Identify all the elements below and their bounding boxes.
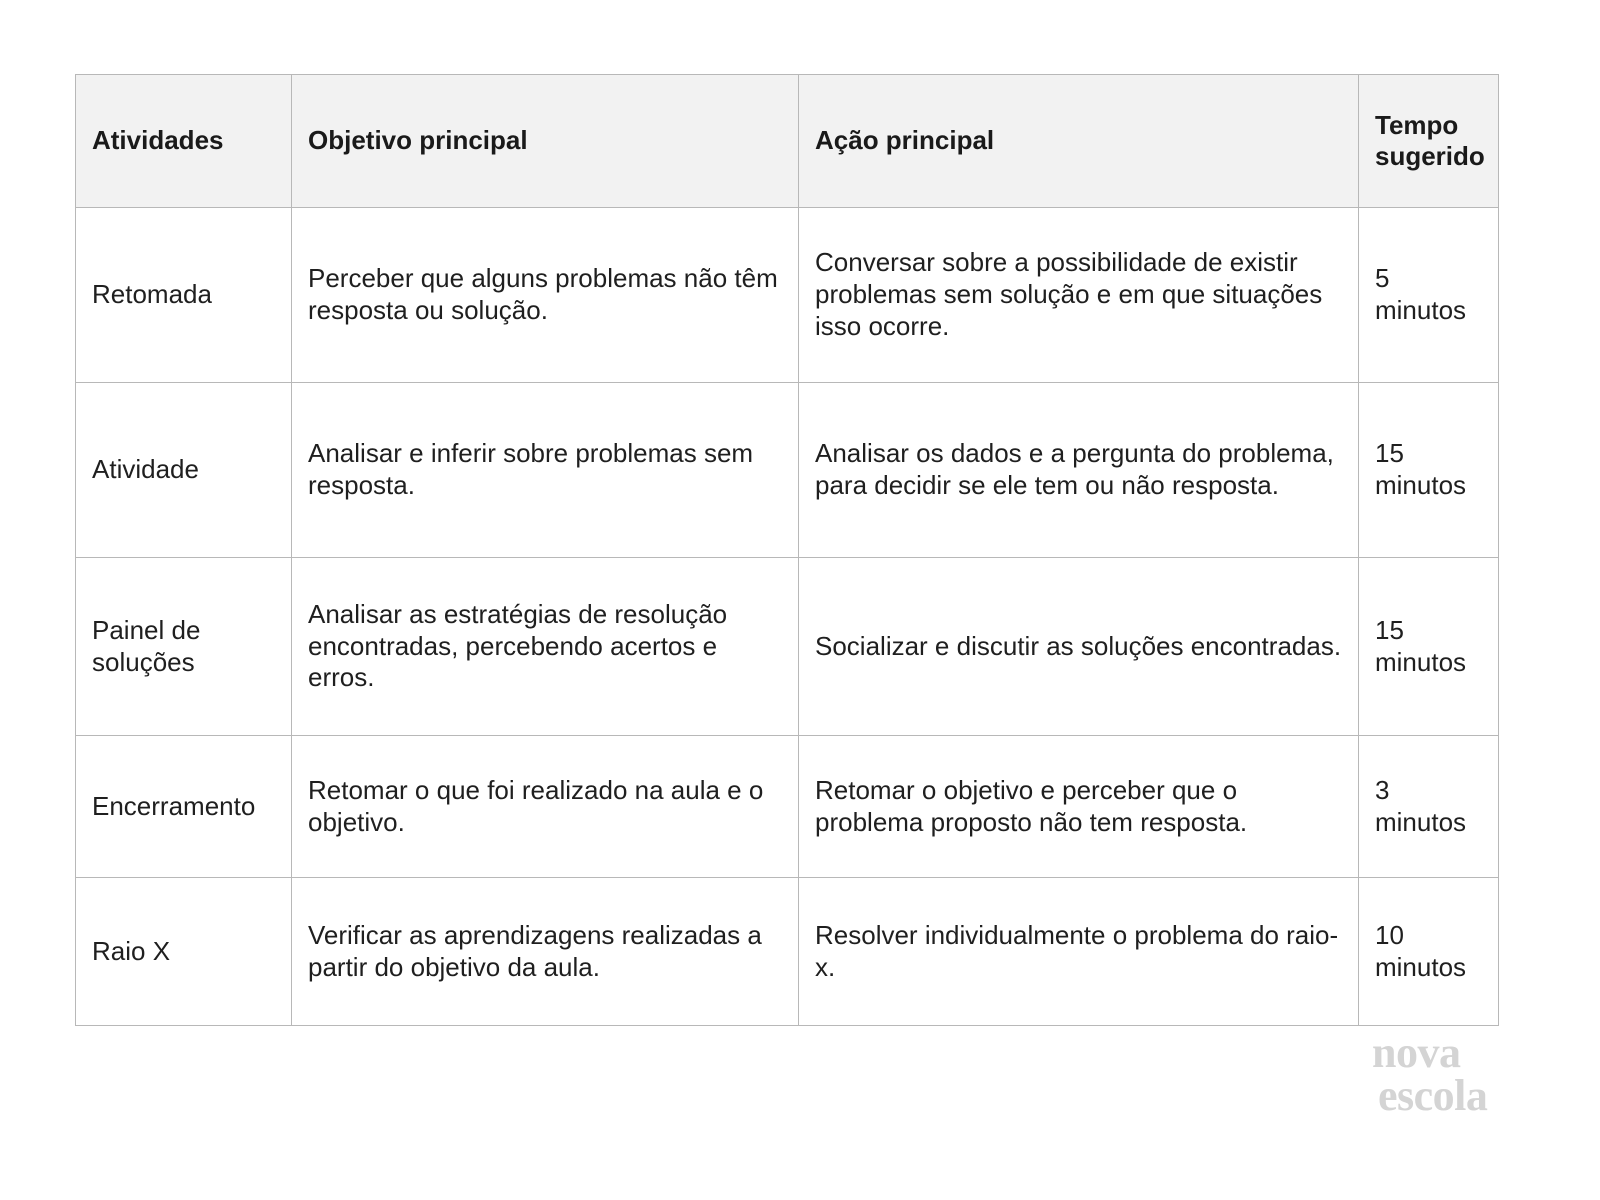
cell-atividade: Retomada [76,208,292,383]
cell-tempo: 15 minutos [1359,558,1499,736]
logo-line-nova: nova [1372,1028,1461,1077]
table-row [76,736,1499,878]
logo-line-escola: escola [1378,1071,1488,1121]
cell-objetivo: Verificar as aprendizagens realizadas a partir do objetivo da aula. [292,878,799,1026]
table-row [76,558,1499,736]
cell-atividade: Painel de soluções [76,558,292,736]
cell-acao: Resolver individualmente o problema do raio-x. [799,878,1359,1026]
cell-tempo: 3 minutos [1359,736,1499,878]
cell-acao: Retomar o objetivo e perceber que o problema proposto não tem resposta. [799,736,1359,878]
column-header-acao-principal: Ação principal [799,75,1359,208]
cell-atividade: Encerramento [76,736,292,878]
cell-tempo: 15 minutos [1359,383,1499,558]
column-header-objetivo-principal: Objetivo principal [292,75,799,208]
cell-objetivo: Analisar as estratégias de resolução encontradas, percebendo acertos e erros. [292,558,799,736]
table-body [76,208,1499,1026]
lesson-activities-table [75,74,1499,1026]
table-row [76,208,1499,383]
cell-acao: Analisar os dados e a pergunta do problema, para decidir se ele tem ou não resposta. [799,383,1359,558]
cell-tempo: 5 minutos [1359,208,1499,383]
cell-acao: Conversar sobre a possibilidade de existir problemas sem solução e em que situações isso ocorre. [799,208,1359,383]
cell-objetivo: Retomar o que foi realizado na aula e o objetivo. [292,736,799,878]
cell-objetivo: Analisar e inferir sobre problemas sem resposta. [292,383,799,558]
table-row [76,878,1499,1026]
table-header-row [76,75,1499,208]
column-header-atividades: Atividades [76,75,292,208]
table-header [76,75,1499,208]
cell-objetivo: Perceber que alguns problemas não têm resposta ou solução. [292,208,799,383]
cell-tempo: 10 minutos [1359,878,1499,1026]
cell-atividade: Atividade [76,383,292,558]
table-row [76,383,1499,558]
nova-escola-logo [1372,1028,1502,1121]
cell-acao: Socializar e discutir as soluções encontradas. [799,558,1359,736]
cell-atividade: Raio X [76,878,292,1026]
column-header-tempo-sugerido: Tempo sugerido [1359,75,1499,208]
